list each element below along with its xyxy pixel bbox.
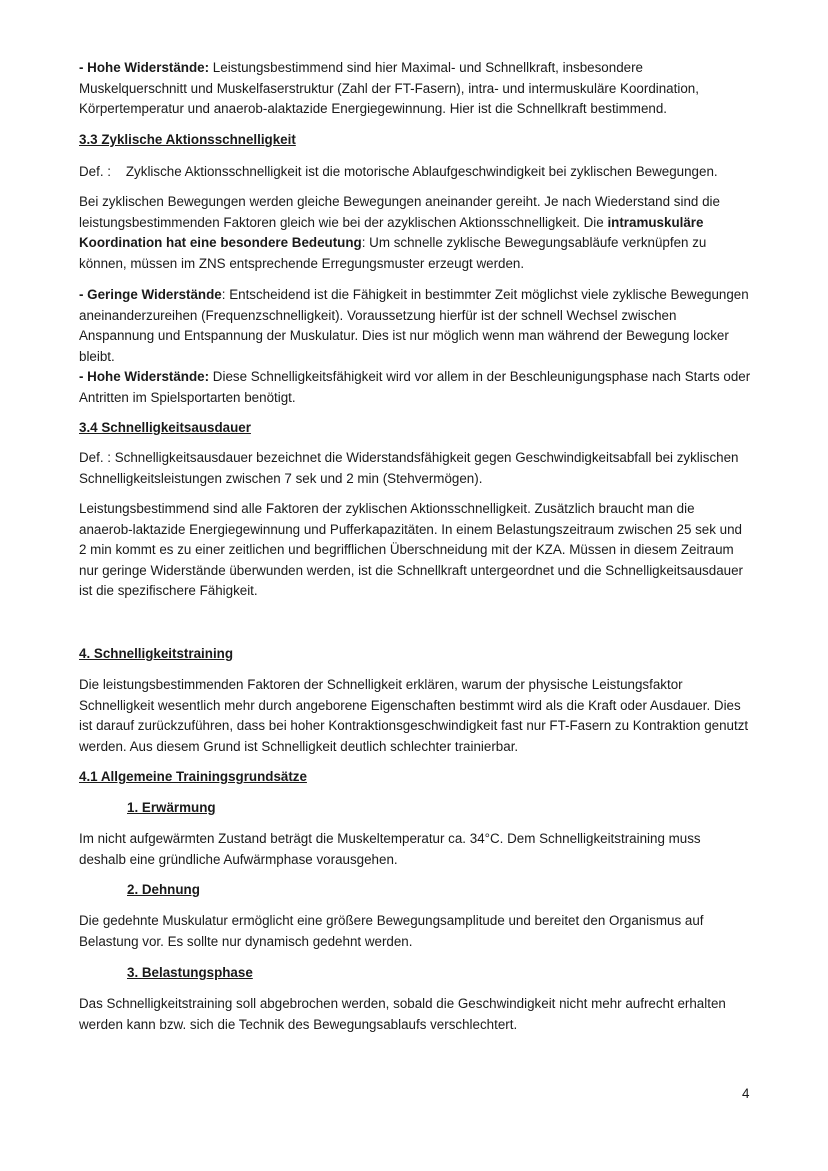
heading-3-3: 3.3 Zyklische Aktionsschnelligkeit (79, 132, 296, 147)
subheading-erwaermung: 1. Erwärmung (127, 800, 216, 815)
paragraph-3-4: Leistungsbestimmend sind alle Faktoren der zyklischen Aktionsschnelligkeit. Zusätzlich braucht man die anaerob-laktazide Energiegewinnung und Pufferkapazitäten. In einem Belastungszeitraum zwischen 25 sek und 2 min kommt es zu einer zeitlichen und begrifflichen Überschneidung mit der KZA. Müssen in diesem Zeitraum nur geringe Widerstände überwunden werden, ist die Schnellkraft untergeordnet und die Schnelligkeitsausdauer ist die spezifischere Fähigkeit. (79, 501, 743, 599)
paragraph-cyclic (79, 192, 751, 274)
paragraph-text: Leistungsbestimmend sind hier Maximal- und Schnellkraft, insbesondere Muskelquerschnitt und Muskelfaserstruktur (Zahl der FT-Fasern), intra- und intermuskuläre Koordination, Körpertemperatur und anaerob-alaktazide Energiegewinnung. Hier ist die Schnellkraft bestimmend. (79, 60, 699, 117)
paragraph-erwaermung: Im nicht aufgewärmten Zustand beträgt die Muskeltemperatur ca. 34°C. Dem Schnelligkeitstraining muss deshalb eine gründliche Aufwärmphase vorausgehen. (79, 831, 701, 867)
definition-3-3: Def. : Zyklische Aktionsschnelligkeit ist die motorische Ablaufgeschwindigkeit bei zyklischen Bewegungen. (79, 164, 718, 179)
paragraph-text: : Entscheidend ist die Fähigkeit in bestimmter Zeit möglichst viele zyklische Bewegungen aneinanderzureihen (Frequenzschnelligkeit). Voraussetzung hierfür ist der schnell Wechsel zwischen Anspannung und Entspannung der Muskulatur. Dies ist nur möglich wenn man während der Bewegung locker bleibt. (79, 287, 749, 364)
definition-3-4: Def. : Schnelligkeitsausdauer bezeichnet die Widerstandsfähigkeit gegen Geschwindigkeitsabfall bei zyklischen Schnelligkeitsleistungen zwischen 7 sek und 2 min (Stehvermögen). (79, 450, 739, 486)
paragraph-text: Bei zyklischen Bewegungen werden gleiche Bewegungen aneinander gereiht. Je nach Wiederstand sind die leistungsbestimmenden Faktoren gleich wie bei der azyklischen Aktionsschnelligkeit. Die (79, 194, 720, 230)
paragraph-dehnung: Die gedehnte Muskulatur ermöglicht eine größere Bewegungsamplitude und bereitet den Organismus auf Belastung vor. Es sollte nur dynamisch gedehnt werden. (79, 913, 704, 949)
subheading-belastungsphase: 3. Belastungsphase (127, 965, 253, 980)
paragraph-4: Die leistungsbestimmenden Faktoren der Schnelligkeit erklären, warum der physische Leistungsfaktor Schnelligkeit wesentlich mehr durch angeborene Eigenschaften bestimmt wird als die Kraft oder Ausdauer. Dies ist darauf zurückzuführen, dass bei hoher Kontraktionsgeschwindigkeit fast nur FT-Fasern zu Kontraktion genutzt werden. Aus diesem Grund ist Schnelligkeit deutlich schlechter trainierbar. (79, 677, 749, 754)
bold-phrase: intramuskuläre Koordination hat eine besondere Bedeutung (79, 214, 704, 251)
page-number: 4 (742, 1086, 750, 1101)
heading-4-1: 4.1 Allgemeine Trainingsgrundsätze (79, 769, 307, 784)
paragraph-text: : Um schnelle zyklische Bewegungsabläufe verknüpfen zu können, müssen im ZNS entsprechende Erregungsmuster erzeugt werden. (79, 235, 707, 271)
paragraph-high-resistance-2 (79, 367, 751, 408)
paragraph-text: Diese Schnelligkeitsfähigkeit wird vor allem in der Beschleunigungsphase nach Starts oder Antritten im Spielsportarten benötigt. (79, 369, 751, 405)
paragraph-high-resistance (79, 58, 751, 120)
paragraph-low-resistance (79, 285, 751, 367)
heading-3-4: 3.4 Schnelligkeitsausdauer (79, 420, 251, 435)
bold-lead: - Hohe Widerstände: (79, 60, 210, 75)
bold-lead: - Geringe Widerstände (79, 287, 222, 302)
paragraph-belastungsphase: Das Schnelligkeitstraining soll abgebrochen werden, sobald die Geschwindigkeit nicht mehr aufrecht erhalten werden kann bzw. sich die Technik des Bewegungsablaufs verschlechtert. (79, 996, 726, 1032)
heading-4: 4. Schnelligkeitstraining (79, 646, 234, 661)
subheading-dehnung: 2. Dehnung (127, 882, 200, 897)
bold-lead: - Hohe Widerstände: (79, 369, 210, 384)
